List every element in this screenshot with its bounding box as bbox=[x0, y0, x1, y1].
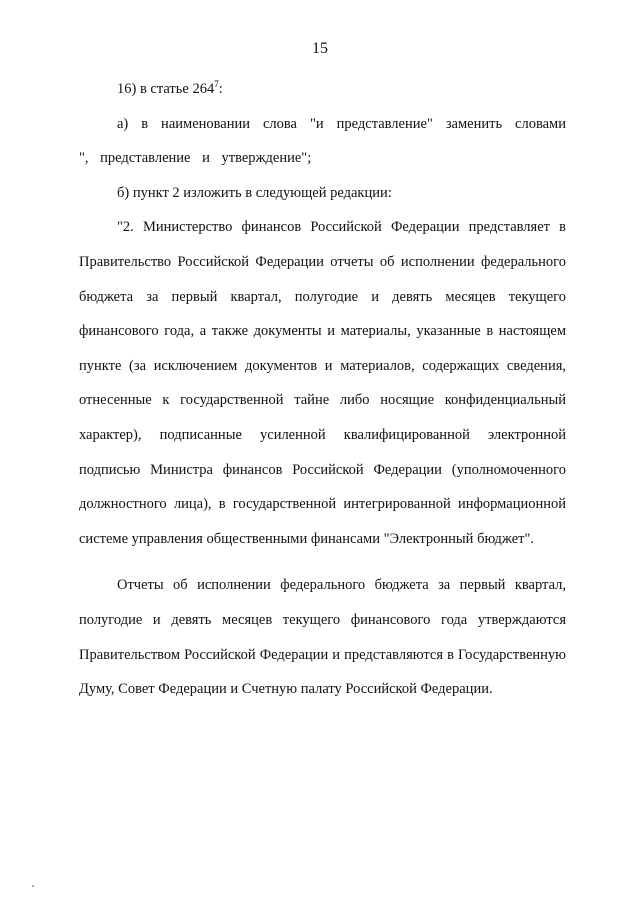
item-16-text: 16) в статье 264 bbox=[117, 81, 215, 97]
subitem-b: б) пункт 2 изложить в следующей редакции: bbox=[117, 184, 392, 201]
scan-dot bbox=[32, 885, 34, 887]
reports-approval-paragraph: Отчеты об исполнении федерального бюджета за первый квартал, полугодие и девять месяцев текущего финансового года утверждаются Правительством Российской Федерации и представляются в Государственную Думу, Совет Федерации и Счетную палату Российской Федерации. bbox=[79, 577, 566, 698]
page-number: 15 bbox=[312, 40, 328, 57]
item-16-colon: : bbox=[218, 81, 223, 97]
article-superscript: 7 bbox=[214, 79, 219, 89]
subitem-a-text: а) в наименовании слова "и представление" заменить словами ", представление и утверждение"; bbox=[79, 115, 566, 167]
document-body bbox=[79, 72, 566, 707]
subitem-a bbox=[79, 107, 566, 176]
item-16-heading bbox=[79, 72, 566, 107]
clause-2-paragraph: "2. Министерство финансов Российской Федерации представляет в Правительство Российской Федерации отчеты об исполнении федерального бюджета за первый квартал, полугодие и девять месяцев текущего финансового года, а также документы и материалы, указанные в настоящем пункте (за исключением документов и материалов, содержащих сведения, отнесенные к государственной тайне либо носящие конфиденциальный характер), подписанные усиленной квалифицированной электронной подписью Министра финансов Российской Федерации (уполномоченного должностного лица), в государственной интегрированной информационной системе управления общественными финансами "Электронный бюджет". bbox=[79, 219, 566, 547]
